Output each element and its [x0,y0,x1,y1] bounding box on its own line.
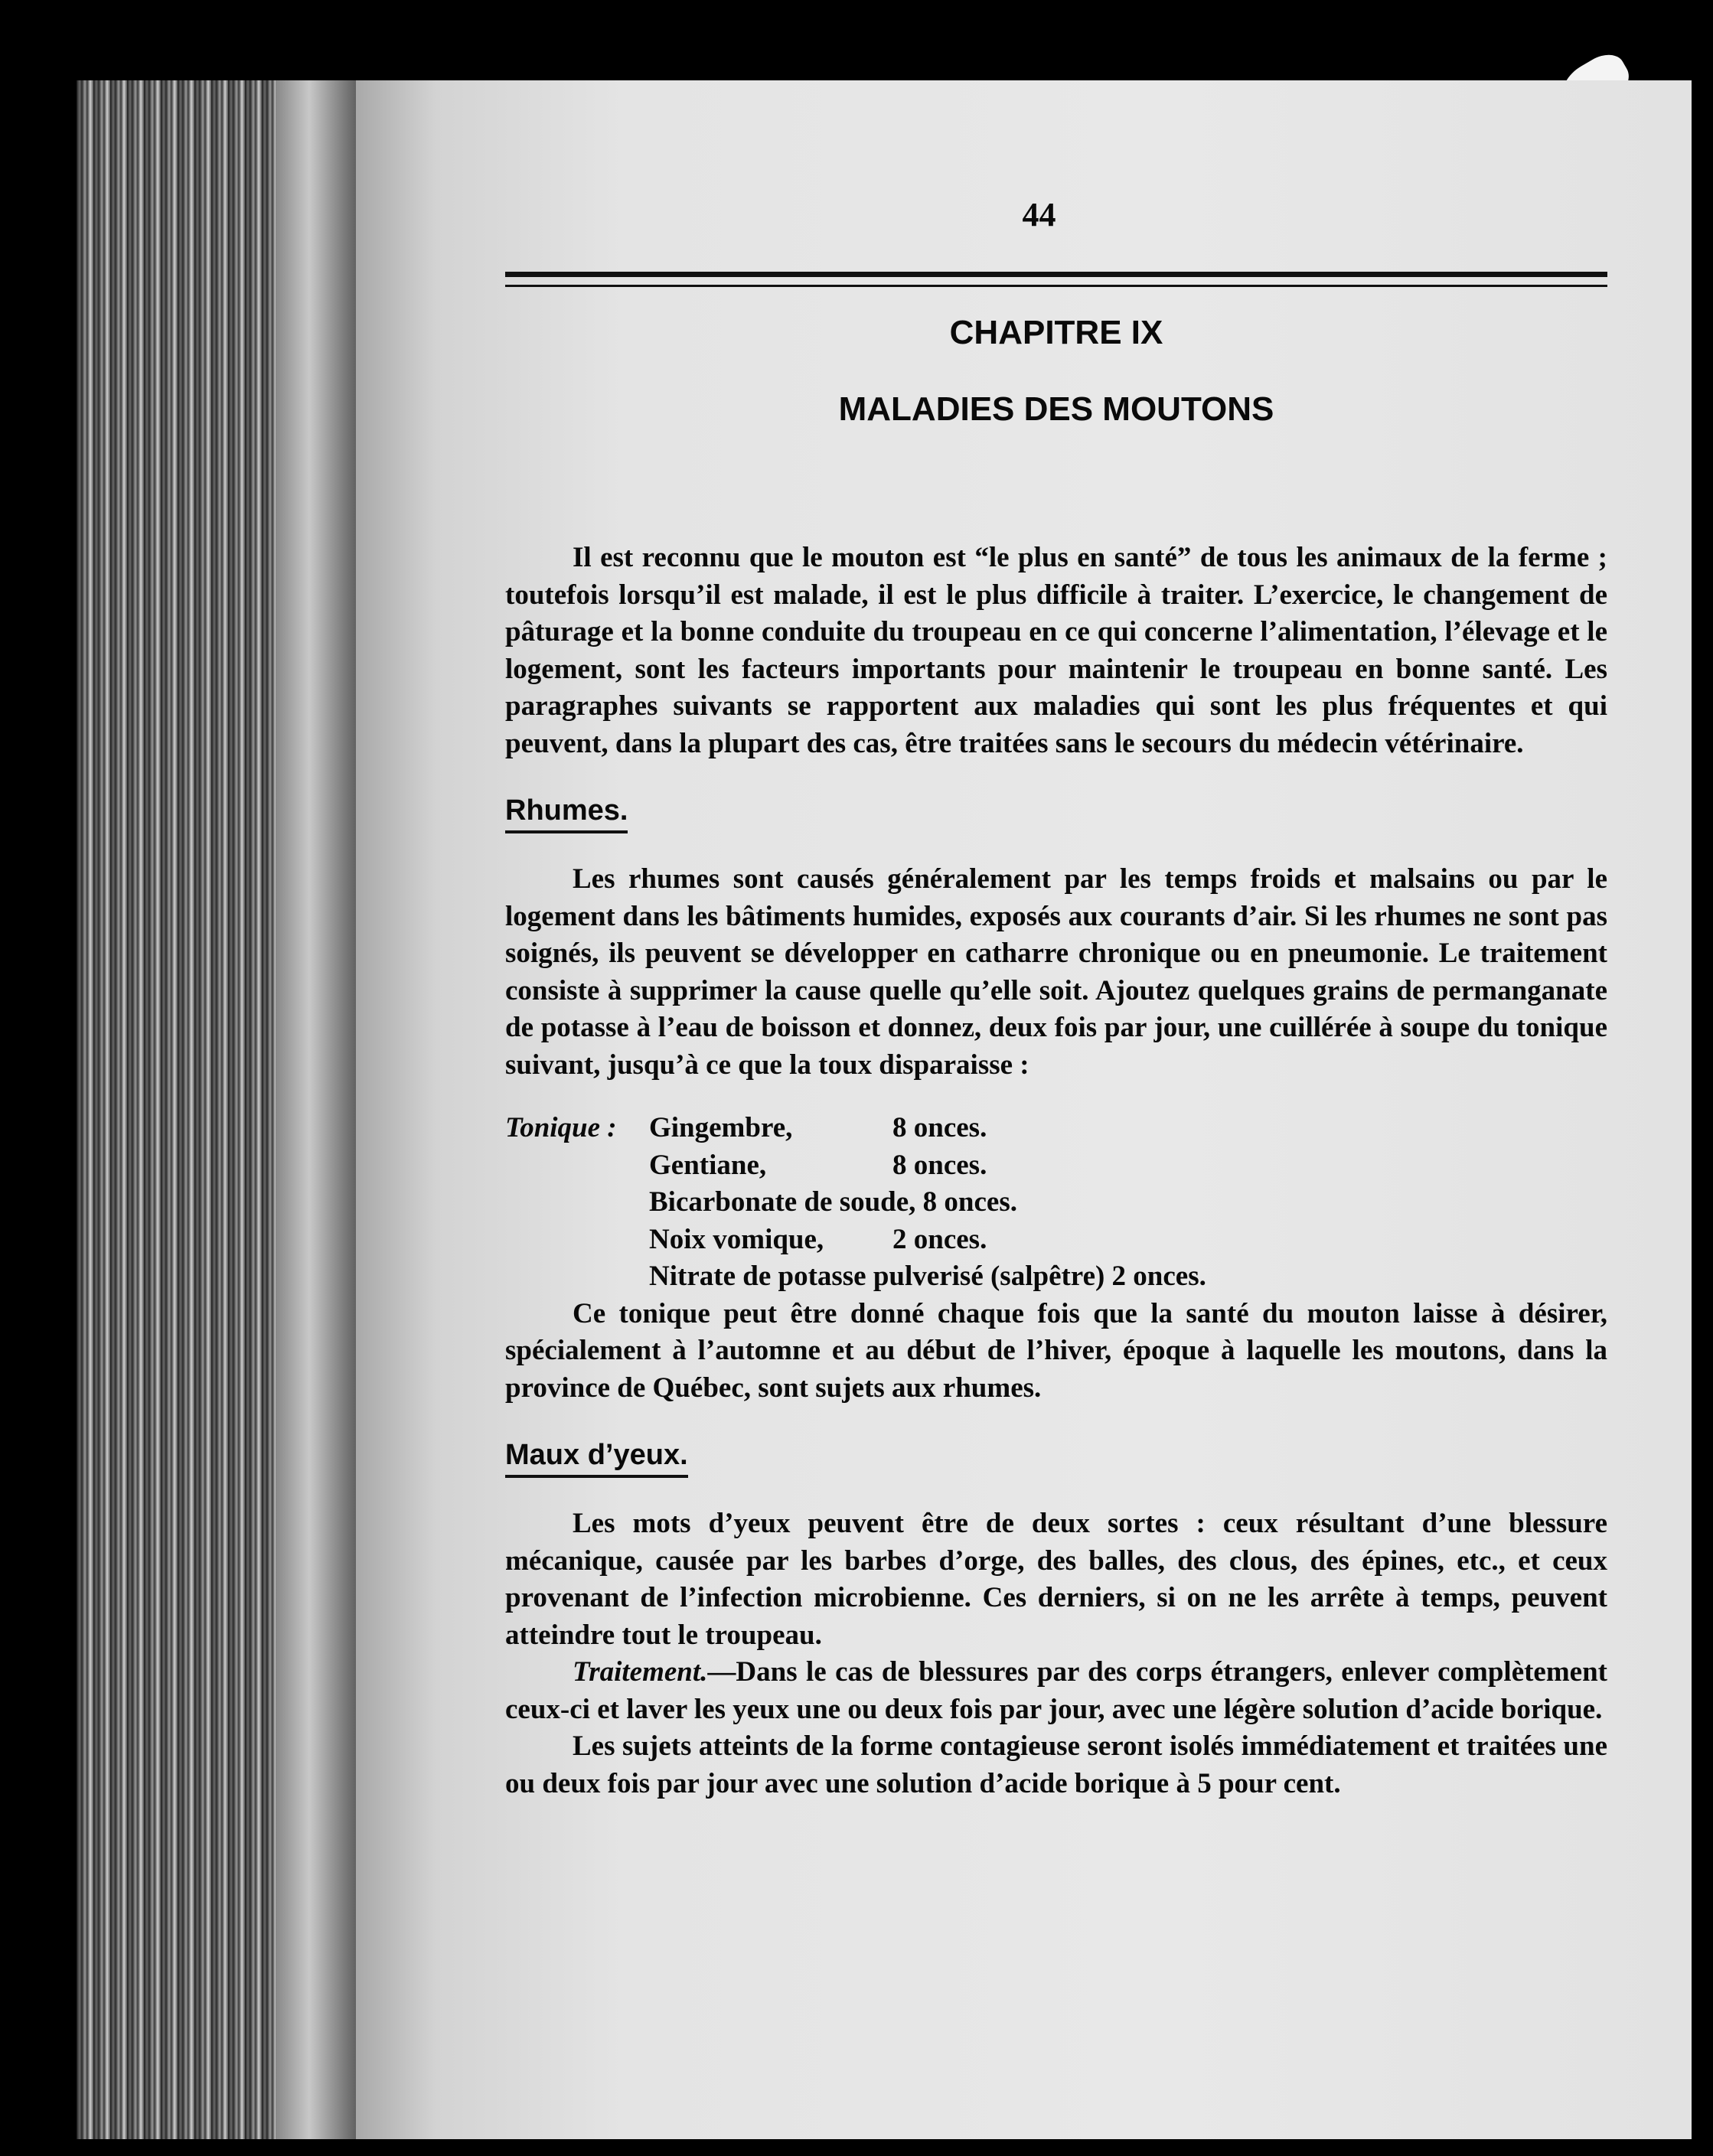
tonic-ingredient: Gingembre, [649,1112,793,1143]
maux-heading: Maux d’yeux. [505,1438,688,1478]
page-body [505,540,1607,1802]
header-rule [505,272,1607,287]
rhumes-after-paragraph: Ce tonique peut être donné chaque fois que la santé du mouton laisse à désirer, spécialement à l’automne et au début de l’hiver, époque à laquelle les moutons, dans la province de Québec, sont sujets aux rhumes. [505,1297,1607,1404]
tonic-ingredient: Noix vomique, [649,1223,824,1255]
traitement-paragraph [505,1654,1607,1728]
book-page-edges [77,80,360,2139]
tonic-label: Tonique : [505,1112,617,1143]
traitement-text: —Dans le cas de blessures par des corps étrangers, enlever complètement ceux-ci et laver les yeux une ou deux fois par jour, avec une légère solution d’acide borique. [505,1656,1607,1725]
tonic-quantity: 8 onces. [892,1149,987,1181]
section-heading-maux [505,1437,1607,1478]
traitement-label: Traitement. [573,1656,708,1688]
tonic-recipe [505,1110,1607,1296]
rhumes-heading: Rhumes. [505,794,628,833]
tonic-quantity: 2 onces. [892,1223,987,1255]
chapter-title: MALADIES DES MOUTONS [838,390,1274,428]
rhumes-paragraph: Les rhumes sont causés généralement par les temps froids et malsains ou par le logement dans les bâtiments humides, exposés aux courants d’air. Si les rhumes ne sont pas soignés, ils peuvent se développer en catharre chronique ou en pneumonie. Le traitement consiste à supprimer la cause quelle qu’elle soit. Ajoutez quelques grains de permanganate de potasse à l’eau de boisson et donnez, deux fois par jour, une cuillérée à soupe du tonique suivant, jusqu’à ce que la toux disparaisse : [505,863,1607,1081]
contagieuse-paragraph: Les sujets atteints de la forme contagieuse seront isolés immédiatement et traitées une ou deux fois par jour avec une solution d’acide borique à 5 pour cent. [505,1730,1607,1799]
chapter-heading: CHAPITRE IX [949,314,1163,351]
tonic-ingredient: Bicarbonate de soude, 8 onces. [649,1186,1017,1218]
tonic-quantity: 8 onces. [892,1112,987,1143]
tonic-ingredient: Nitrate de potasse pulverisé (salpêtre) 2 onces. [649,1261,1206,1292]
page-number: 44 [1022,196,1056,233]
tonic-ingredient: Gentiane, [649,1149,767,1181]
intro-paragraph: Il est reconnu que le mouton est “le plus en santé” de tous les animaux de la ferme ; toutefois lorsqu’il est malade, il est le plus difficile à traiter. L’exercice, le changement de pâturage et la bonne conduite du troupeau en ce qui concerne l’alimentation, l’élevage et le logement, sont les facteurs importants pour maintenir le troupeau en bonne santé. Les paragraphes suivants se rapportent aux maladies qui sont les plus fréquentes et qui peuvent, dans la plupart des cas, être traitées sans le secours du médecin vétérinaire. [505,542,1607,759]
section-heading-rhumes [505,793,1607,833]
book-page [356,80,1692,2139]
maux-paragraph: Les mots d’yeux peuvent être de deux sortes : ceux résultant d’une blessure mécanique, causée par les barbes d’orge, des balles, des clous, des épines, etc., et ceux provenant de l’infection microbienne. Ces derniers, si on ne les arrête à temps, peuvent atteindre tout le troupeau. [505,1508,1607,1651]
